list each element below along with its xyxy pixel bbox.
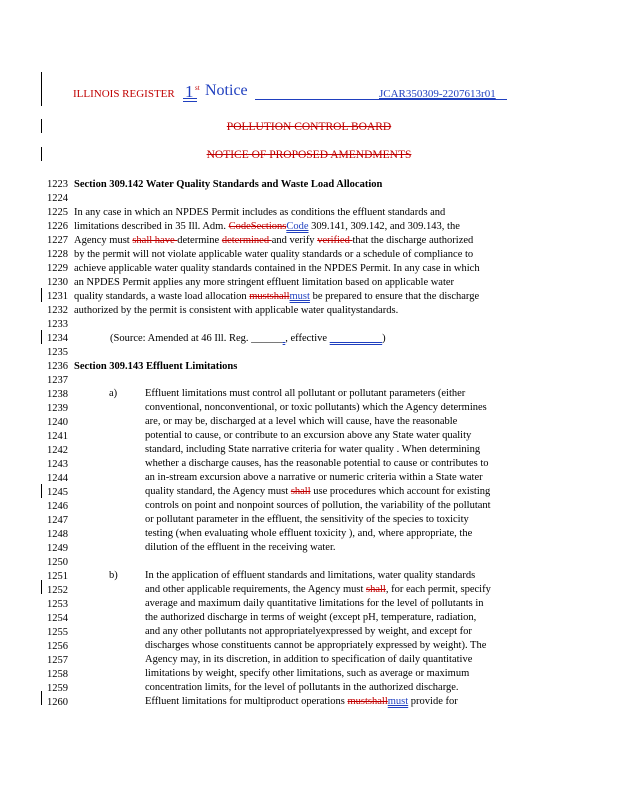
line-1252: 1252 (47, 585, 68, 596)
line-1251: 1251 (47, 571, 68, 582)
line-1256: 1256 (47, 641, 68, 652)
line-1250: 1250 (47, 557, 68, 568)
line-1253: 1253 (47, 599, 68, 610)
line-1259: 1259 (47, 683, 68, 694)
subsection-a-label: a) (109, 388, 118, 399)
line-1242: 1242 (47, 445, 68, 456)
line-1241: 1241 (47, 431, 68, 442)
page-header (73, 84, 543, 108)
line-1243-text: whether a discharge causes, has the reasonable potential to cause or contributes to (145, 458, 489, 469)
line-1258-text: limitations by weight, specify other limitations, such as average or maximum (145, 668, 470, 679)
line-1231: 1231 quality standards, a waste load allocation mustshallmust be prepared to ensure that the discharge (47, 291, 480, 302)
notice-title: NOTICE OF PROPOSED AMENDMENTS (206, 149, 412, 161)
line-1255-text: and any other pollutants not appropriatelyexpressed by weight, and except for (145, 626, 472, 637)
line-1254: 1254 (47, 613, 68, 624)
line-1227: 1227 Agency must shall have determine determined and verify verified that the discharge authorized (47, 235, 474, 246)
line-1252-text: and other applicable requirements, the Agency must shall, for each permit, specify (145, 584, 491, 595)
line-1235: 1235 (47, 347, 68, 358)
line-1260: 1260 (47, 697, 68, 708)
board-title: POLLUTION CONTROL BOARD (226, 121, 392, 133)
change-bar (41, 691, 42, 705)
change-bar (41, 72, 42, 106)
line-1254-text: the authorized discharge in terms of weight (except pH, temperature, radiation, (145, 612, 477, 623)
deleted-text: shall have (132, 235, 178, 246)
header-double-underline (183, 98, 197, 102)
line-1257-text: Agency may, in its discretion, in addition to specification of daily quantitative (145, 654, 473, 665)
line-1255: 1255 (47, 627, 68, 638)
line-1249: 1249 (47, 543, 68, 554)
deleted-text: verified (317, 235, 353, 246)
inserted-text: must (289, 291, 310, 302)
line-1229: 1229 achieve applicable water quality standards contained in the NPDES Permit. In any case in which (47, 263, 480, 274)
change-bar (41, 330, 42, 344)
line-1248-text: testing (when evaluating whole effluent toxicity ), and, where appropriate, the (145, 528, 473, 539)
header-one: 1 (185, 82, 194, 101)
line-1258: 1258 (47, 669, 68, 680)
line-1233: 1233 (47, 319, 68, 330)
line-1259-text: concentration limits, for the level of pollutants in the authorized discharge. (145, 682, 459, 693)
change-bar (41, 288, 42, 302)
line-1244: 1244 (47, 473, 68, 484)
inserted-text (330, 333, 383, 344)
header-one-sup: st (195, 84, 200, 92)
change-bar (41, 484, 42, 498)
line-1241-text: potential to cause, or contribute to an excursion above any State water quality (145, 430, 472, 441)
line-1223: 1223 Section 309.142 Water Quality Standards and Waste Load Allocation (47, 179, 383, 190)
deleted-text: determined (221, 235, 272, 246)
line-1253-text: average and maximum daily quantitative limitations for the level of pollutants in (145, 598, 484, 609)
register-title: ILLINOIS REGISTER (73, 88, 175, 100)
deleted-text: shall (290, 486, 311, 497)
line-1242-text: standard, including State narrative criteria for water quality . When determining (145, 444, 481, 455)
line-1236: 1236 Section 309.143 Effluent Limitations (47, 361, 238, 372)
line-1247: 1247 (47, 515, 68, 526)
line-1234: 1234 (Source: Amended at 46 Ill. Reg. ______ , effective ) (47, 333, 386, 344)
line-1239-text: conventional, nonconventional, or toxic pollutants) which the Agency determines (145, 402, 487, 413)
subsection-b-label: b) (109, 570, 118, 581)
line-1257: 1257 (47, 655, 68, 666)
line-1238-text: Effluent limitations must control all pollutant or pollutant parameters (either (145, 388, 466, 399)
line-1228: 1228 by the permit will not violate applicable water quality standards or a schedule of compliance to (47, 249, 474, 260)
line-1240-text: are, or may be, discharged at a level which will cause, have the reasonable (145, 416, 458, 427)
line-1256-text: discharges whose constituents cannot be appropriately expressed by weight). The (145, 640, 487, 651)
line-1238: 1238 (47, 389, 68, 400)
line-1244-text: an in-stream excursion above a narrative or numeric criteria within a State water (145, 472, 483, 483)
inserted-text: must (387, 696, 409, 707)
line-1248: 1248 (47, 529, 68, 540)
jcar-id: JCAR350309-2207613r01 (379, 88, 496, 100)
line-1232: 1232 authorized by the permit is consistent with applicable water qualitystandards. (47, 305, 399, 316)
section-heading: Section 309.142 Water Quality Standards and Waste Load Allocation (74, 179, 383, 190)
section-heading: Section 309.143 Effluent Limitations (74, 361, 238, 372)
line-1226: 1226 limitations described in 35 Ill. Adm. CodeSectionsCode 309.141, 309.142, and 309.143, the (47, 221, 460, 232)
line-1239: 1239 (47, 403, 68, 414)
deleted-text: CodeSections (228, 221, 287, 232)
line-1237: 1237 (47, 375, 68, 386)
line-1260-text: Effluent limitations for multiproduct operations mustshallmust provide for (145, 696, 458, 707)
header-notice: Notice (205, 82, 248, 99)
line-1230: 1230 an NPDES Permit applies any more stringent effluent limitation based on applicable water (47, 277, 455, 288)
line-1246: 1246 (47, 501, 68, 512)
deleted-text: mustshall (249, 291, 290, 302)
line-1245-text: quality standard, the Agency must shall use procedures which account for existing (145, 486, 491, 497)
line-1243: 1243 (47, 459, 68, 470)
line-1247-text: or pollutant parameter in the effluent, the sensitivity of the species to toxicity (145, 514, 469, 525)
line-1249-text: dilution of the effluent in the receiving water. (145, 542, 336, 553)
line-1251-text: In the application of effluent standards and limitations, water quality standards (145, 570, 476, 581)
line-1246-text: controls on point and nonpoint sources of pollution, the variability of the pollutant (145, 500, 491, 511)
inserted-text: Code (286, 221, 309, 232)
deleted-text: mustshall (347, 696, 388, 707)
line-1225: 1225 In any case in which an NPDES Permit includes as conditions the effluent standards and (47, 207, 446, 218)
line-1224: 1224 (47, 193, 68, 204)
deleted-text: shall (366, 584, 386, 595)
line-1245: 1245 (47, 487, 68, 498)
change-bar (41, 580, 42, 594)
line-1240: 1240 (47, 417, 68, 428)
